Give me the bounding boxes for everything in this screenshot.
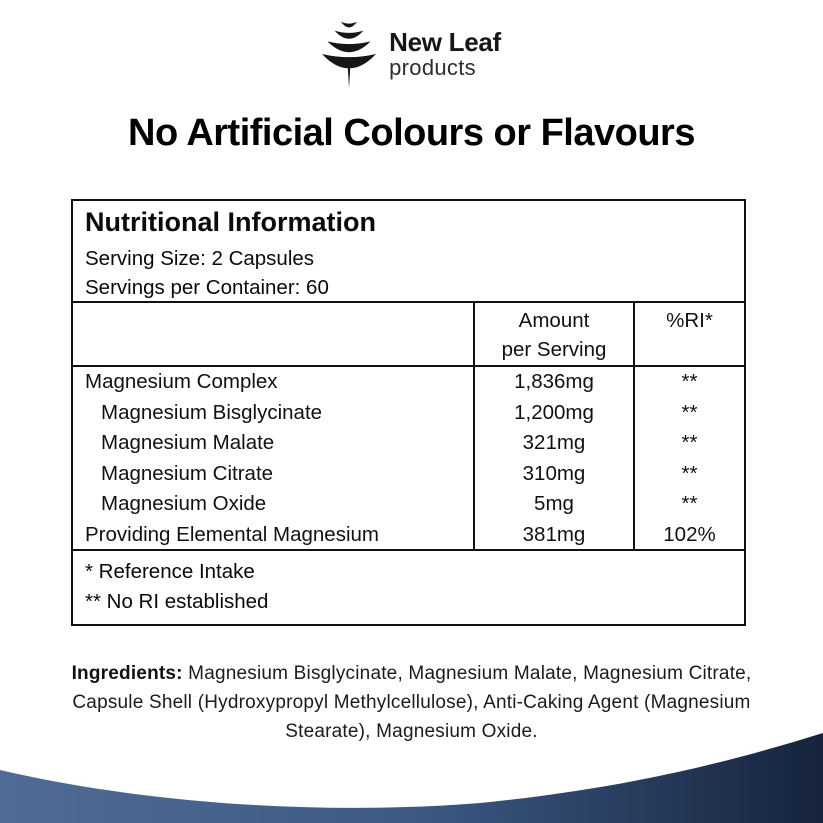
row-name: Magnesium Oxide bbox=[101, 492, 267, 516]
nutrition-table-body bbox=[73, 367, 744, 551]
row-amount: 1,836mg bbox=[473, 367, 633, 398]
serving-size: Serving Size: 2 Capsules bbox=[85, 247, 315, 270]
row-amount: 5mg bbox=[473, 489, 633, 520]
row-name: Magnesium Citrate bbox=[101, 461, 274, 485]
claim-headline: No Artificial Colours or Flavours bbox=[128, 112, 695, 154]
row-ri: ** bbox=[633, 367, 744, 398]
panel-footnotes bbox=[73, 551, 744, 617]
row-amount: 310mg bbox=[473, 459, 633, 490]
ingredients-text: Magnesium Bisglycinate, Magnesium Malate, Magnesium Citrate, Capsule Shell (Hydroxypropyl Methylcellulose), Anti-Caking Agent (Magnesium Stearate), Magnesium Oxide. bbox=[72, 663, 752, 742]
column-header-ri: %RI* bbox=[633, 303, 744, 365]
ingredients-label: Ingredients: bbox=[71, 663, 183, 684]
amount-label-line1: Amount bbox=[518, 309, 590, 332]
tree-icon bbox=[322, 14, 376, 94]
footnote-no-ri: ** No RI established bbox=[85, 590, 269, 613]
panel-title: Nutritional Information bbox=[85, 207, 376, 237]
brand-subname: products bbox=[389, 55, 476, 81]
brand-wordmark bbox=[389, 26, 501, 81]
column-header-blank bbox=[73, 303, 473, 365]
column-header-row bbox=[73, 303, 744, 367]
bottom-wave-decoration bbox=[0, 723, 823, 823]
row-ri: ** bbox=[633, 428, 744, 459]
row-ri: ** bbox=[633, 489, 744, 520]
brand-logo bbox=[0, 14, 823, 94]
nutrition-panel bbox=[71, 199, 746, 626]
brand-name: New Leaf bbox=[389, 26, 501, 57]
row-ri: ** bbox=[633, 398, 744, 429]
row-name: Magnesium Complex bbox=[85, 370, 278, 393]
servings-per-container: Servings per Container: 60 bbox=[85, 276, 329, 299]
panel-header bbox=[73, 201, 744, 303]
row-name: Magnesium Malate bbox=[101, 431, 275, 455]
row-ri: ** bbox=[633, 459, 744, 490]
row-amount: 321mg bbox=[473, 428, 633, 459]
row-ri: 102% bbox=[633, 520, 744, 551]
row-amount: 1,200mg bbox=[473, 398, 633, 429]
column-header-amount bbox=[473, 303, 633, 365]
footnote-reference-intake: * Reference Intake bbox=[85, 560, 255, 583]
row-amount: 381mg bbox=[473, 520, 633, 551]
amount-label-line2: per Serving bbox=[501, 338, 607, 361]
row-name: Providing Elemental Magnesium bbox=[85, 522, 379, 546]
row-name: Magnesium Bisglycinate bbox=[101, 400, 323, 424]
